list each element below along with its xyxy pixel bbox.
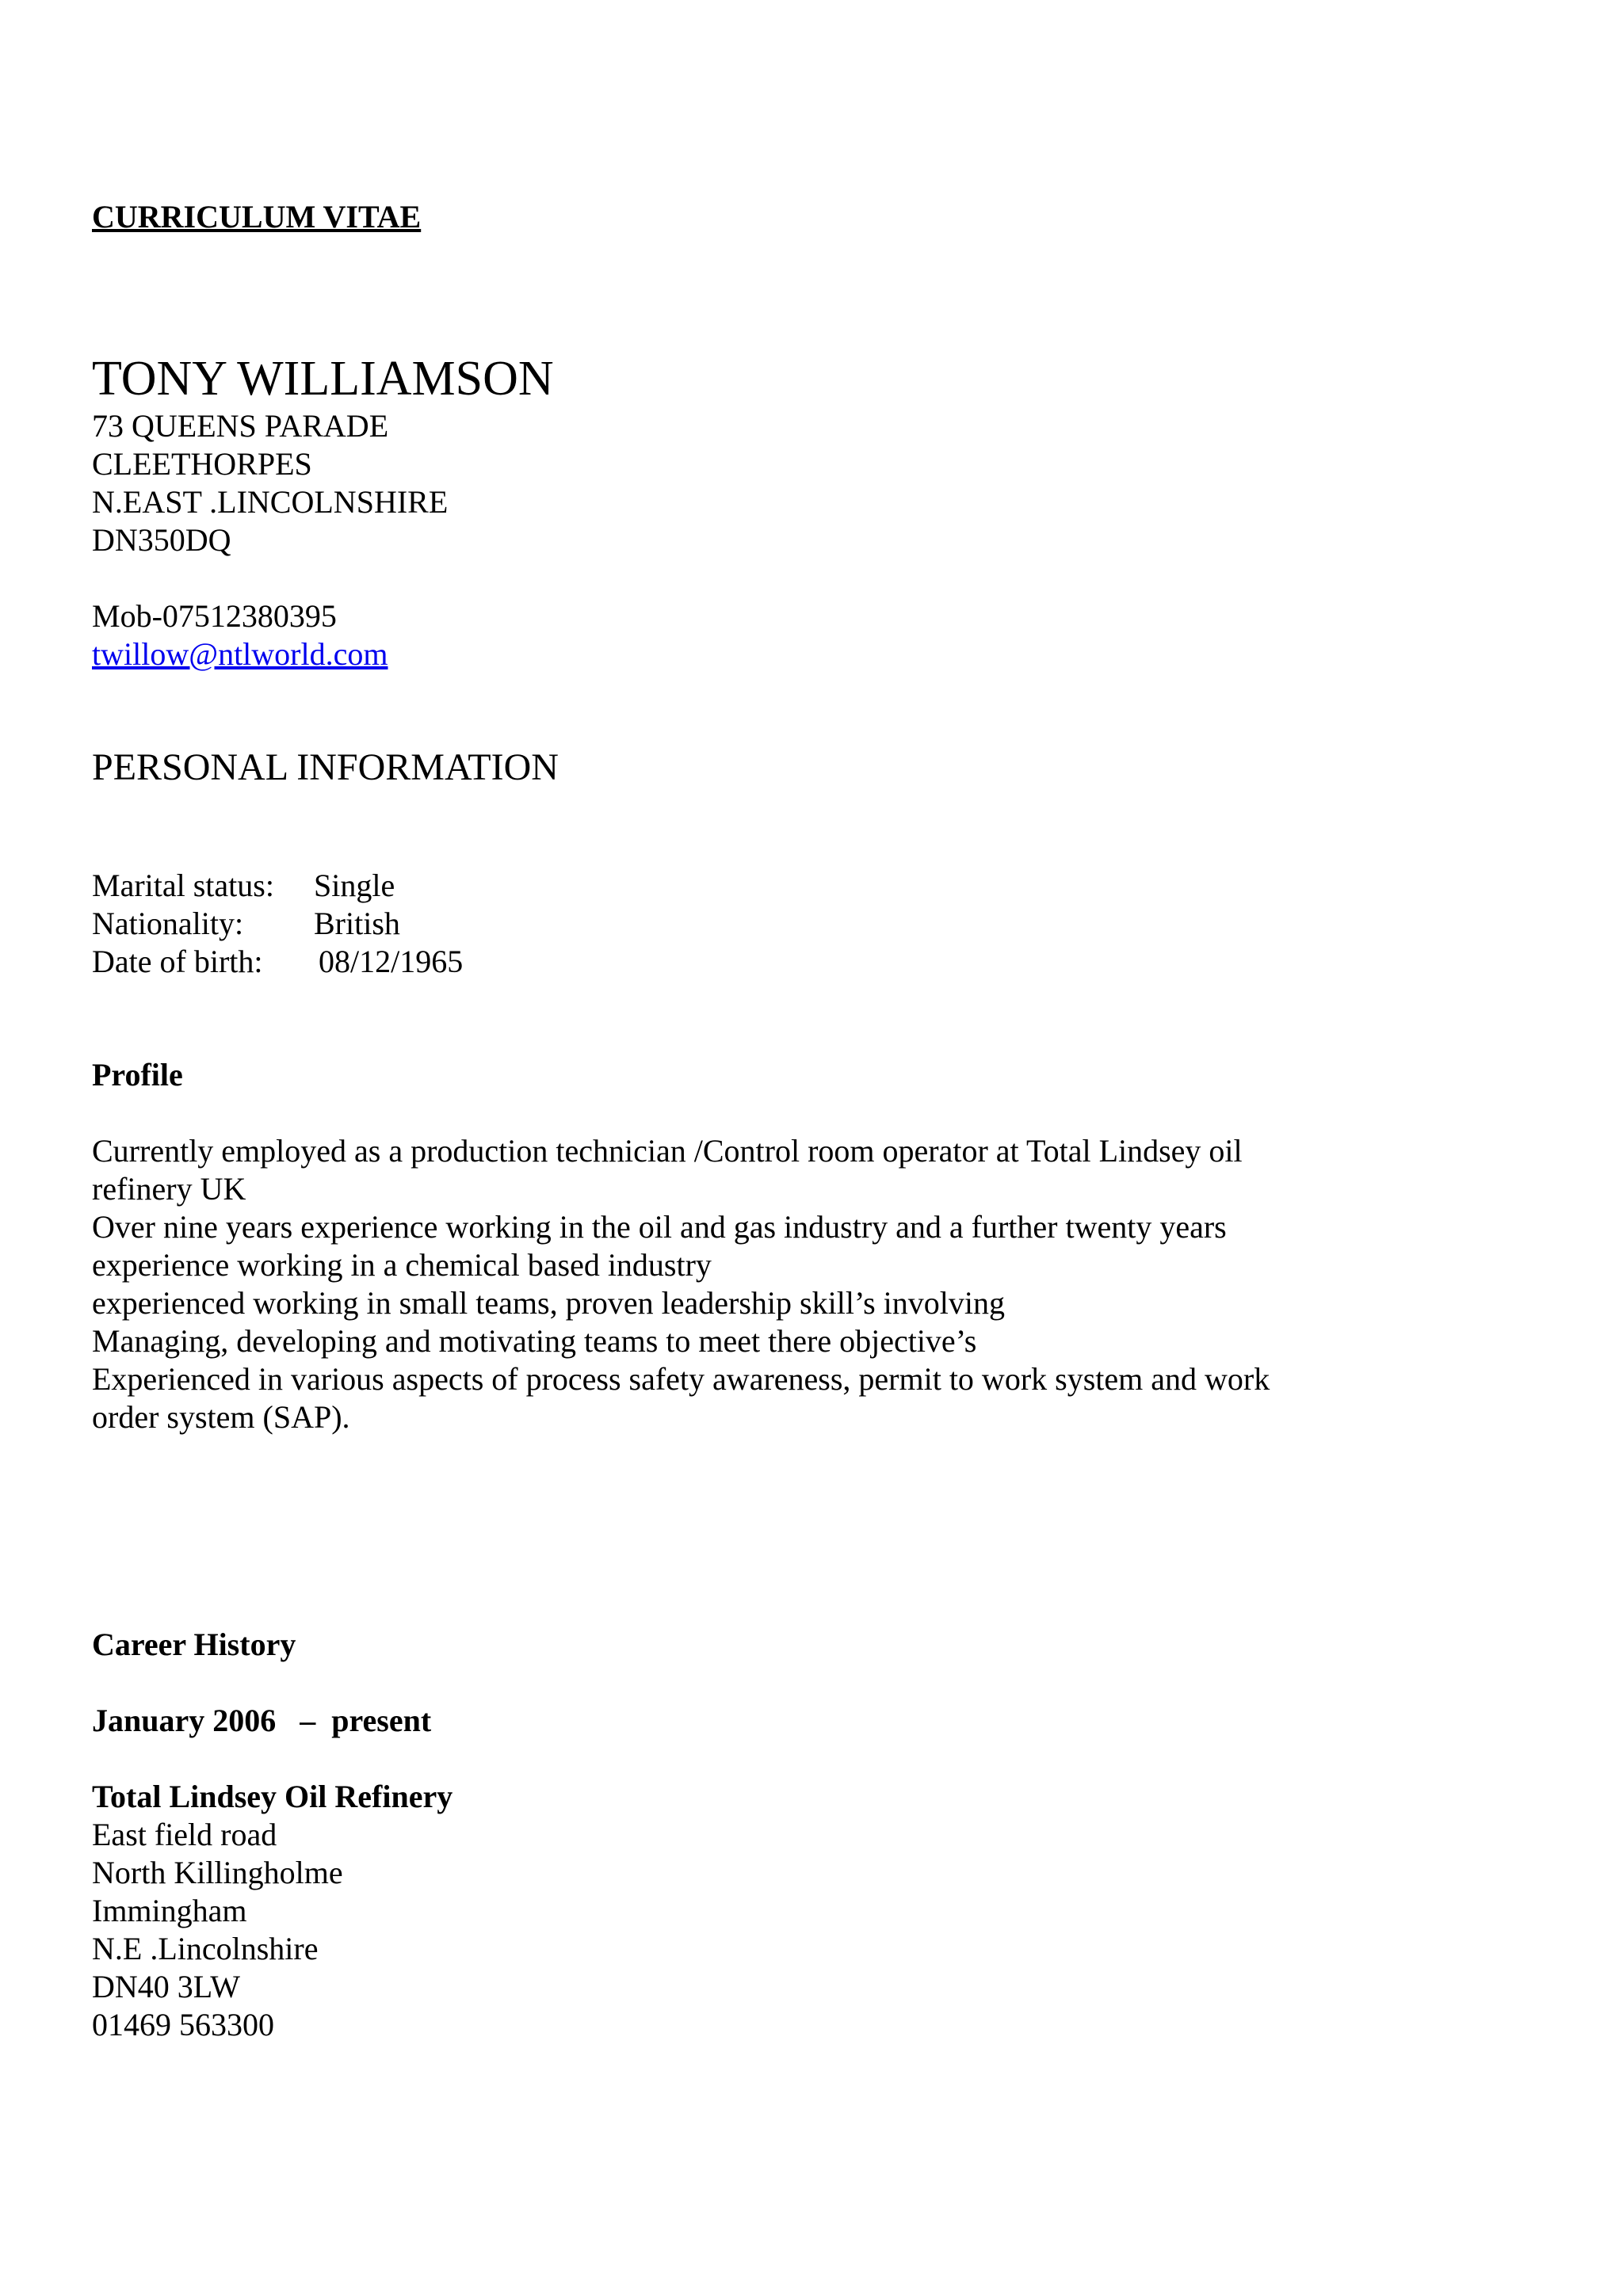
employer-address-line: Immingham [92, 1893, 247, 1928]
document-title: CURRICULUM VITAE [92, 199, 422, 235]
personal-information-heading: PERSONAL INFORMATION [92, 746, 559, 788]
employer-phone: 01469 563300 [92, 2007, 274, 2042]
employer-address-line: North Killingholme [92, 1855, 343, 1890]
profile-line: experienced working in small teams, proven leadership skill’s involving [92, 1285, 1005, 1321]
mobile-number: Mob-07512380395 [92, 598, 337, 634]
profile-line: Managing, developing and motivating teams to meet there objective’s [92, 1323, 977, 1359]
candidate-name: TONY WILLIAMSON [92, 352, 554, 406]
employer-name: Total Lindsey Oil Refinery [92, 1779, 453, 1814]
employer-address-line: East field road [92, 1817, 277, 1852]
nationality-row [92, 905, 463, 943]
profile-line: experience working in a chemical based industry [92, 1247, 712, 1283]
profile-section [92, 1056, 1270, 1436]
field-label: Date of birth: [92, 944, 263, 979]
profile-line: refinery UK [92, 1171, 246, 1207]
blank-line [92, 1664, 453, 1702]
profile-line: Experienced in various aspects of process safety awareness, permit to work system and work [92, 1361, 1270, 1397]
address-line: 73 QUEENS PARADE [92, 408, 389, 444]
blank-line [92, 1740, 453, 1778]
blank-line [92, 559, 554, 597]
contact-block [92, 350, 554, 673]
personal-information-fields [92, 867, 463, 981]
field-value: Single [314, 868, 395, 903]
employer-address-line: N.E .Lincolnshire [92, 1931, 319, 1966]
address-line: CLEETHORPES [92, 446, 312, 482]
field-value: British [314, 906, 400, 941]
blank-line [92, 1094, 1270, 1132]
personal-information-heading-block [92, 746, 559, 790]
address-line: DN350DQ [92, 522, 231, 558]
document-title-block [92, 198, 421, 236]
date-of-birth-row [92, 943, 463, 981]
email-link[interactable]: twillow@ntlworld.com [92, 636, 388, 672]
field-label: Nationality: [92, 906, 244, 941]
profile-heading: Profile [92, 1057, 183, 1093]
career-history-heading: Career History [92, 1627, 296, 1662]
employer-address-line: DN40 3LW [92, 1969, 240, 2004]
profile-line: Over nine years experience working in the oil and gas industry and a further twenty years [92, 1209, 1227, 1245]
field-value: 08/12/1965 [319, 944, 464, 979]
employment-period: January 2006 – present [92, 1703, 432, 1738]
profile-line: Currently employed as a production technician /Control room operator at Total Lindsey oil [92, 1133, 1243, 1169]
career-history-section [92, 1626, 453, 2044]
field-label: Marital status: [92, 868, 274, 903]
address-line: N.EAST .LINCOLNSHIRE [92, 484, 449, 520]
profile-line: order system (SAP). [92, 1399, 350, 1435]
marital-status-row [92, 867, 463, 905]
